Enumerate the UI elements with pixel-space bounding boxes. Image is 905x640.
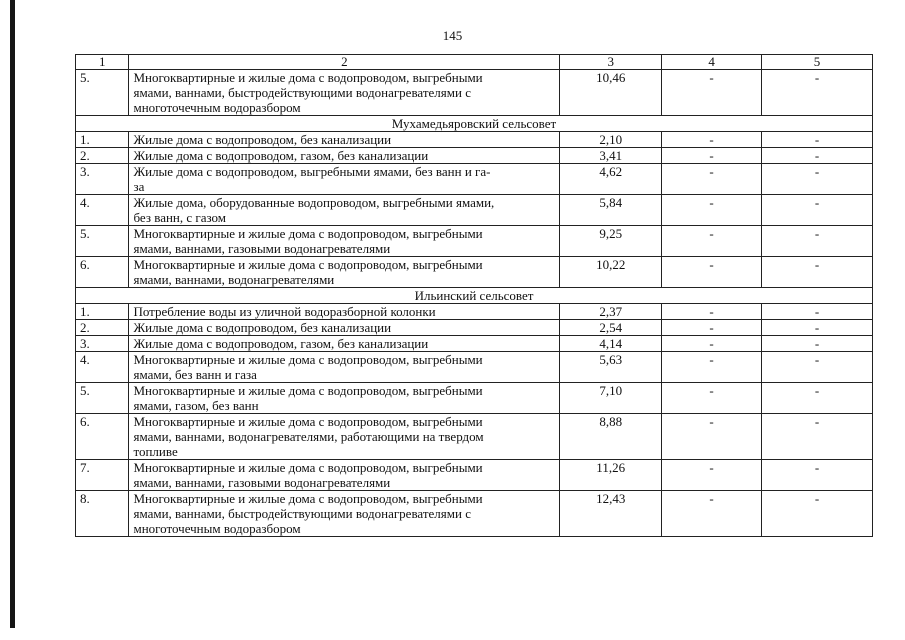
row-value: 7,10 <box>560 383 662 414</box>
description-line: ямами, ваннами, водонагревателями, работающими на твердом <box>133 429 484 444</box>
table-row <box>76 352 873 383</box>
description-line: Многоквартирные и жилые дома с водопроводом, выгребными <box>133 70 483 85</box>
row-value: 2,37 <box>560 304 662 320</box>
header-col-2: 2 <box>129 55 560 70</box>
table-row <box>76 226 873 257</box>
row-number: 1. <box>76 304 129 320</box>
row-description <box>129 320 560 336</box>
row-col-4: - <box>662 414 762 460</box>
row-number: 5. <box>76 70 129 116</box>
table-row <box>76 257 873 288</box>
description-line: Многоквартирные и жилые дома с водопроводом, выгребными <box>133 491 483 506</box>
row-col-5: - <box>762 304 873 320</box>
row-description <box>129 70 560 116</box>
row-col-5: - <box>762 352 873 383</box>
row-col-5: - <box>762 383 873 414</box>
row-number: 2. <box>76 320 129 336</box>
row-col-4: - <box>662 164 762 195</box>
row-description <box>129 304 560 320</box>
row-number: 4. <box>76 352 129 383</box>
description-line: Потребление воды из уличной водоразборной колонки <box>133 304 436 319</box>
row-col-4: - <box>662 70 762 116</box>
header-col-4: 4 <box>662 55 762 70</box>
row-col-4: - <box>662 148 762 164</box>
table-row <box>76 414 873 460</box>
description-line: многоточечным водоразбором <box>133 521 301 536</box>
page-number: 145 <box>442 28 463 43</box>
table-header-row <box>76 55 873 70</box>
row-col-5: - <box>762 164 873 195</box>
row-number: 3. <box>76 336 129 352</box>
description-line: топливе <box>133 444 178 459</box>
row-col-4: - <box>662 195 762 226</box>
row-value: 4,62 <box>560 164 662 195</box>
row-col-5: - <box>762 460 873 491</box>
row-number: 8. <box>76 491 129 537</box>
header-col-1: 1 <box>76 55 129 70</box>
description-line: за <box>133 179 145 194</box>
description-line: Многоквартирные и жилые дома с водопроводом, выгребными <box>133 352 483 367</box>
row-col-5: - <box>762 70 873 116</box>
row-number: 6. <box>76 257 129 288</box>
row-col-5: - <box>762 195 873 226</box>
row-description <box>129 226 560 257</box>
row-col-4: - <box>662 336 762 352</box>
row-col-4: - <box>662 460 762 491</box>
row-value: 10,22 <box>560 257 662 288</box>
description-line: ямами, без ванн и газа <box>133 367 257 382</box>
table-row <box>76 132 873 148</box>
scan-edge-bar <box>10 0 15 628</box>
description-line: Жилые дома с водопроводом, без канализации <box>133 320 392 335</box>
header-col-5: 5 <box>762 55 873 70</box>
row-col-4: - <box>662 352 762 383</box>
row-col-5: - <box>762 491 873 537</box>
row-col-4: - <box>662 320 762 336</box>
row-description <box>129 164 560 195</box>
description-line: ямами, ваннами, быстродействующими водонагревателями с <box>133 85 471 100</box>
row-col-5: - <box>762 257 873 288</box>
table-row <box>76 70 873 116</box>
table-row <box>76 195 873 226</box>
table-row <box>76 320 873 336</box>
row-number: 6. <box>76 414 129 460</box>
row-col-5: - <box>762 148 873 164</box>
row-number: 4. <box>76 195 129 226</box>
description-line: Многоквартирные и жилые дома с водопроводом, выгребными <box>133 226 483 241</box>
row-col-4: - <box>662 132 762 148</box>
section-title: Ильинский сельсовет <box>76 288 873 304</box>
row-value: 12,43 <box>560 491 662 537</box>
row-col-4: - <box>662 257 762 288</box>
table-row <box>76 336 873 352</box>
row-col-5: - <box>762 414 873 460</box>
row-number: 7. <box>76 460 129 491</box>
row-description <box>129 132 560 148</box>
row-value: 9,25 <box>560 226 662 257</box>
row-description <box>129 352 560 383</box>
row-number: 3. <box>76 164 129 195</box>
table-row <box>76 491 873 537</box>
row-col-5: - <box>762 320 873 336</box>
consumption-norms-table <box>75 54 873 537</box>
table-row <box>76 148 873 164</box>
description-line: Жилые дома с водопроводом, газом, без канализации <box>133 148 429 163</box>
description-line: ямами, газом, без ванн <box>133 398 259 413</box>
section-title: Мухамедьяровский сельсовет <box>76 116 873 132</box>
row-value: 2,10 <box>560 132 662 148</box>
row-value: 3,41 <box>560 148 662 164</box>
header-col-3: 3 <box>560 55 662 70</box>
row-col-5: - <box>762 336 873 352</box>
row-number: 5. <box>76 226 129 257</box>
description-line: ямами, ваннами, газовыми водонагревателями <box>133 241 391 256</box>
table-row <box>76 460 873 491</box>
table-row <box>76 304 873 320</box>
description-line: ямами, ваннами, быстродействующими водонагревателями с <box>133 506 471 521</box>
description-line: Многоквартирные и жилые дома с водопроводом, выгребными <box>133 460 483 475</box>
description-line: Многоквартирные и жилые дома с водопроводом, выгребными <box>133 257 483 272</box>
table-row <box>76 164 873 195</box>
description-line: Жилые дома с водопроводом, выгребными ямами, без ванн и га- <box>133 164 491 179</box>
description-line: Жилые дома с водопроводом, газом, без канализации <box>133 336 429 351</box>
description-line: ямами, ваннами, газовыми водонагревателями <box>133 475 391 490</box>
row-description <box>129 336 560 352</box>
section-row <box>76 116 873 132</box>
description-line: Многоквартирные и жилые дома с водопроводом, выгребными <box>133 414 483 429</box>
row-description <box>129 414 560 460</box>
row-value: 5,84 <box>560 195 662 226</box>
row-description <box>129 460 560 491</box>
row-col-4: - <box>662 383 762 414</box>
description-line: Многоквартирные и жилые дома с водопроводом, выгребными <box>133 383 483 398</box>
row-value: 4,14 <box>560 336 662 352</box>
row-col-4: - <box>662 304 762 320</box>
row-number: 5. <box>76 383 129 414</box>
description-line: многоточечным водоразбором <box>133 100 301 115</box>
row-value: 8,88 <box>560 414 662 460</box>
table-row <box>76 383 873 414</box>
row-number: 1. <box>76 132 129 148</box>
section-row <box>76 288 873 304</box>
row-description <box>129 195 560 226</box>
description-line: Жилые дома с водопроводом, без канализации <box>133 132 392 147</box>
row-value: 11,26 <box>560 460 662 491</box>
description-line: ямами, ваннами, водонагревателями <box>133 272 335 287</box>
row-col-4: - <box>662 491 762 537</box>
row-value: 2,54 <box>560 320 662 336</box>
row-value: 5,63 <box>560 352 662 383</box>
row-col-4: - <box>662 226 762 257</box>
row-value: 10,46 <box>560 70 662 116</box>
row-col-5: - <box>762 132 873 148</box>
row-description <box>129 257 560 288</box>
row-number: 2. <box>76 148 129 164</box>
description-line: Жилые дома, оборудованные водопроводом, выгребными ямами, <box>133 195 495 210</box>
row-description <box>129 148 560 164</box>
row-col-5: - <box>762 226 873 257</box>
row-description <box>129 383 560 414</box>
row-description <box>129 491 560 537</box>
description-line: без ванн, с газом <box>133 210 227 225</box>
